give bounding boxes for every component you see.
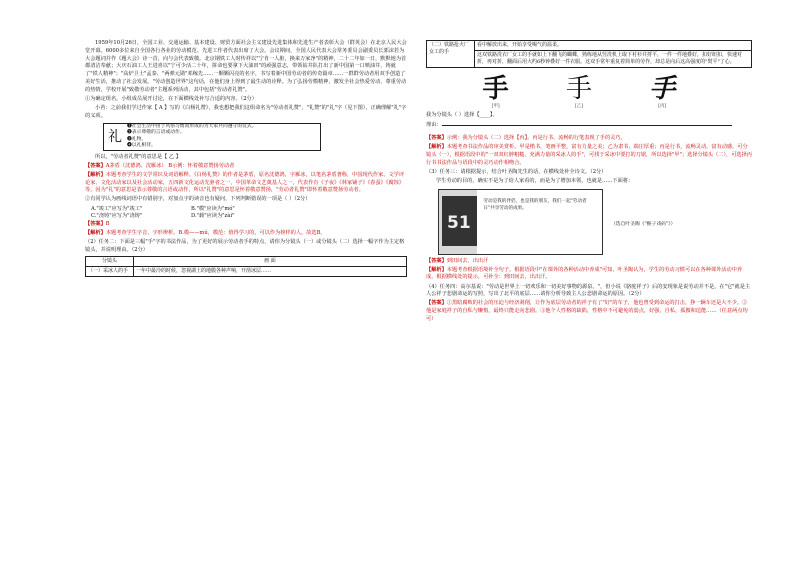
calligraphy-glyph: 手 [565,74,592,104]
table-cell-label: （二）铁路抢火厂女工的手 [427,41,475,68]
poster-image [439,190,477,254]
sense-4: ❹以礼相待。 [127,142,156,148]
calligraphy-caption: [乙] [574,104,583,109]
table-cell-text: 一年中最冷的时候，忽视湖上的地膜各种声响，开凿冰层…… [134,267,407,277]
question-1-line: 所以，"劳动者礼赞"的意思是【 乙 】 [95,153,181,160]
question-task-4: （4）任务四：高尔基说："劳动是世界上一切欢乐和一切美好事物的源泉。"，但小说《骆驼祥子》后的安现象是说劳动并不是，在"它"就是主人公祥子悲剧命运的写照，写出了北平的底层……请你分析导致主人公悲剧命运的原因。（2分） [426,283,751,298]
question-2: ②有同学认为画线词语中有错别字，对加点字的读音也有疑问，下列判断错误的一项是（ ）（2分） [85,196,311,203]
question-2-options-row2 [91,213,407,221]
analysis-2: 【解析】本题考查学生字音、字形辨析。B.模——mú，模范：值得学习的，可以作为榜样的人。故选B。 [85,230,326,237]
question-1: ①为确定组名，小组成员展开讨论，在下面横线处补写合适的内容。（2分） [85,95,257,102]
calligraphy-caption: [丙] [658,104,667,109]
table-cell-text-top: 看中解放出来，开始享受喝气的温柔。 [475,41,752,51]
table-header-scene: 画 面 [134,257,407,267]
calligraphy-bing [635,74,689,110]
table-cell-label: （一）采冰人的手 [86,267,134,277]
poster-number: 51 [447,212,471,233]
quote-text: 学生劳动的目的，确实不是为了给人家看的，而是为了增加本领，也就是……下面将： [436,177,634,184]
option-a: A."竣工"应写为"竣工" [91,205,143,212]
question-task-3: （3）任务三：请根据提示，结合叶圣陶先生的话，在横线处补全诗文。（2分） [426,168,607,175]
sense-2: ❷表示尊敬的言语或动作。 [127,130,185,136]
table-row [427,51,752,68]
table-header-shot: 分镜头 [86,257,134,267]
intro-paragraph: 1959年10月26日，全国工业、交通运输、基本建设、财贸方面社会主义建设先进集体和先进生产者表彰大会（群英会）在北京人民大会堂开幕。6000多位来自全国各行各业的劳动模范、先进工作者代表出席了大会。会议期间，全国人民代表大会常务委员会副委员长郭沫若为大会题词并作《题大会》诗一首，向与会代表致敬。北京钢铁工人时传祥以"宁肯一人脏，换来万家净"的精神，二十二年如一日，默默地为首都清洁奉献；大庆石油工人王进喜以"宁可少活二十年，拼命也要拿下大油田"的顽强意志，带领钻井队打出了新中国第一口喷油井，铸就了"铁人精神"；"高炉卫士"孟泰、"两弹元勋"邓稼先……一颗颗闪亮的名字，书写着新中国劳动者的传奇篇章……一群群劳动者用双手创造了美好生活，推动了社会发展。"劳动创造世界"这句话，在他们身上得到了最生动的诠释。为了弘扬劳模精神，激发全社会热爱劳动、尊重劳动的热情，学校开展"致敬劳动者"主题系列活动，其中包括"劳动者礼赞"。 [85,40,407,93]
analysis-1: 【解析】本题考查学生的文学常识及词语解释。《白杨礼赞》的作者是茅盾，原名沈德鸿，字雁冰，以笔名茅盾著称，中国现代作家、文学评论家、文化活动家以及社会活动家，五四新文化运动先驱者之一，中国革命文艺奠基人之一，代表作有《子夜》《林家铺子》《春蚕》《腐蚀》等。因为"礼"的意思是表示尊敬的言语或动作，所以"礼赞"的意思是怀着敬意赞扬，"劳动者礼赞"即怀着敬意赞扬劳动者。 [85,171,405,194]
table-row [427,41,752,51]
calligraphy-yi [552,74,606,110]
reason-line: 理由： [426,121,752,130]
choose-line: 我为分镜头（ ）选择【____】。 [426,112,498,118]
poster-figure [438,189,752,255]
answer-5: 【答案】①黑暗腐败的社会的压迫与经济剥削，让作为底层劳动者的祥子有了"好"的车子，他也曾受到命运的打击，挣一辆车还是大不少。②他是家庭祥子的自私与懒惰，最终只能走向悲剧。③他个人性格的缺陷，性格中不可避免的弱点，好强，自私，孤傲和逞能……（任意两点均可） [426,300,748,323]
option-b: B."模"应读为"mó" [191,205,235,212]
right-column [426,40,752,325]
table-row [86,267,407,277]
answer-3: 【答案】示例：我为分镜头（二）选择【丙】。丙是行书，流畅的行笔表现了手的灵巧。 [426,134,626,141]
poster-caption: （选自叶圣陶《"猴子戏码"》） [611,221,676,227]
table-cell-text: 这双铁路洗衣厂女工的手就如上下翻飞的蝴蝶，熟练地从竖洗机上取下衬衫并捋平，一件一件地叠好，扣好纽扣，快速对折，再对折，翻面后用大约6秒钟叠好一件衣服。这双手常年重复着简单的劳作，却总是向后这高强度的"熨平"了心。 [475,51,752,68]
calligraphy-jia [469,74,523,110]
answer-2: 【答案】B [85,221,110,228]
dictionary-senses [127,124,257,149]
shots-table-continued [426,40,752,68]
question-3: （2）任务二：下面是三幅"手"字的书法作品，为了更好的展示劳动者手的特点，请你为分镜头（一）或分镜头（二）选择一幅字作为主定格镜头，并说明理由。（2分） [85,239,405,254]
option-d: D."载"应读为"zài" [191,213,235,220]
calligraphy-samples [454,74,704,110]
sense-3: ❸礼物。 [127,136,147,142]
answer-1: 【答案】A茅盾（沈德鸿、沈雁冰） B示例：怀着敬意赞扬劳动者 [85,162,235,169]
analysis-3: 【解析】本题考查书法作品的审美赏析。甲是楷书，笔画平整，富有力量之美；乙为隶书，端庄厚重；丙是行书，流畅灵动，富有动感。可分镜头（一），根据语段中的"一双双红肿粗糙、充满力量的采冰人的手"，可找于采冰中要打的刀锯，所以选择"甲"；选择分镜头（二），可选择丙行书书法作品与语段中的灵巧动作相吻合。 [426,143,752,166]
question-1-text: 小苔：之前我们学过作家【 A 】写的《白杨礼赞》，我也想把我们这组命名为"劳动者礼赞"，"礼赞"的"礼"字（见下图），正确理解"礼"字的义项。 [85,104,407,119]
left-column [85,40,407,277]
poster [438,189,603,255]
poster-text: 劳动是我的伴侣，也是我的朋友，我们一起"劳动者日"共享劳动的成果。 [483,198,587,211]
dictionary-box [103,123,321,151]
option-c: C."浇铸"应写为"浇铸" [91,213,143,220]
dictionary-character: 礼 [108,128,122,145]
calligraphy-caption: [甲] [491,104,500,109]
sense-1: ❶社会生活中由于风俗习惯而形成的为大家共同遵守的仪式。 [127,124,257,130]
calligraphy-glyph: 手 [649,74,676,104]
answer-4: 【答案】到田间去，出出汗 [426,257,489,264]
table-header-row [86,257,407,267]
shots-table [85,256,407,277]
analysis-4: 【解析】本题考查根据语境补全句子。根据语段中"在课外的各种活动中养成"可知，叶圣陶认为，学生的劳动习惯可以在各种课外活动中养成。根据横线处的提示，可补全：到田间去，出出汗。 [426,266,743,281]
calligraphy-glyph: 手 [482,74,509,104]
